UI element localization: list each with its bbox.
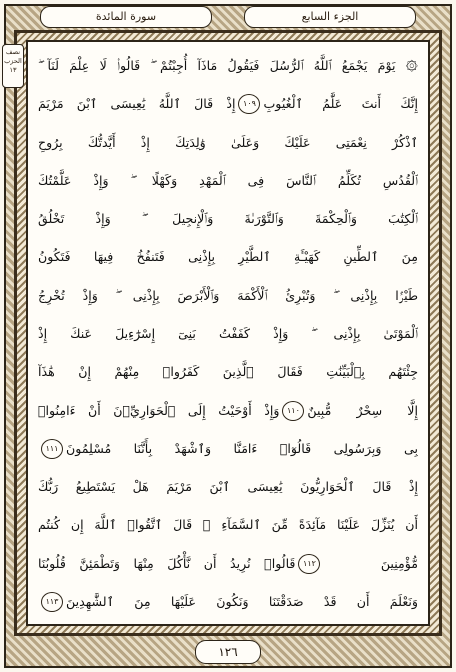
verse-text: مُّؤْمِنِينَ <box>380 555 418 571</box>
verse-text: إِنَّكَ أَنتَ عَلَّٰمُ ٱلْغُيُوبِ <box>263 96 418 112</box>
verse-text: إِلَّا سِحْرٌ مُّبِينٌ <box>307 402 418 418</box>
verse-line <box>38 125 418 161</box>
verse-text: جِئْتَهُم بِٱلْبَيِّنَٰتِ فَقَالَ ٱلَّذِينَ كَفَرُوا۟ مِنْهُمْ إِنْ هَٰذَآ <box>38 364 418 380</box>
hizb-marker <box>2 44 24 88</box>
verse-line <box>38 393 418 429</box>
hizb-marker-line-1: نصف <box>5 48 21 56</box>
verse-text: مِنَ ٱلطِّينِ كَهَيْـَٔةِ ٱلطَّيْرِ بِإِذْنِى فَتَنفُخُ فِيهَا فَتَكُونُ <box>38 249 418 265</box>
ayah-number-marker: ١١٢ <box>298 554 320 574</box>
verse-text: ٱلْمَوْتَىٰ بِإِذْنِى ۖ وَإِذْ كَفَفْتُ بَنِىٓ إِسْرَٰٓءِيلَ عَنكَ إِذْ <box>38 325 418 341</box>
ayah-number-marker: ١١٠ <box>282 401 304 421</box>
page-number: ١٢٦ <box>195 640 261 664</box>
verse-text: وَنَعْلَمَ أَن قَدْ صَدَقْتَنَا وَنَكُونَ عَلَيْهَا مِنَ ٱلشَّٰهِدِينَ <box>66 593 418 609</box>
verse-text: بِى وَبِرَسُولِى قَالُوٓا۟ ءَامَنَّا وَٱشْهَدْ بِأَنَّنَا مُسْلِمُونَ <box>66 440 418 456</box>
verse-text: ٱلْكِتَٰبَ وَٱلْحِكْمَةَ وَٱلتَّوْرَىٰةَ وَٱلْإِنجِيلَ ۖ وَإِذْ تَخْلُقُ <box>38 211 418 227</box>
verse-text: قَالُوا۟ نُرِيدُ أَن نَّأْكُلَ مِنْهَا وَتَطْمَئِنَّ قُلُوبُنَا <box>38 555 296 571</box>
ayah-number-marker: ١١٣ <box>41 592 63 612</box>
verse-line <box>38 163 418 199</box>
juz-label: الجزء السابع <box>244 6 416 28</box>
verse-text: طَيْرًۢا بِإِذْنِى ۖ وَتُبْرِئُ ٱلْأَكْمَهَ وَٱلْأَبْرَصَ بِإِذْنِى ۖ وَإِذْ تُخْرِجُ <box>38 287 418 303</box>
verse-line <box>38 584 418 620</box>
verse-line <box>38 546 418 582</box>
verse-text: ٱذْكُرْ نِعْمَتِى عَلَيْكَ وَعَلَىٰ وَٰلِدَتِكَ إِذْ أَيَّدتُّكَ بِرُوحِ <box>38 134 418 150</box>
verse-text: أَن يُنَزِّلَ عَلَيْنَا مَآئِدَةً مِّنَ ٱلسَّمَآءِ ۖ قَالَ ٱتَّقُوا۟ ٱللَّهَ إِن كُنتُم <box>38 517 418 533</box>
verse-line <box>38 507 418 543</box>
verse-line <box>38 316 418 352</box>
hizb-marker-line-2: الحزب <box>4 57 22 65</box>
verse-text: إِذْ قَالَ ٱللَّهُ يَٰعِيسَى ٱبْنَ مَرْيَمَ <box>38 96 236 112</box>
page-header <box>40 4 416 30</box>
verse-line <box>38 239 418 275</box>
verse-line <box>38 354 418 390</box>
ayah-number-marker: ١٠٩ <box>238 94 260 114</box>
verse-line <box>38 201 418 237</box>
surah-label: سورة المائدة <box>40 6 212 28</box>
verse-text: ۞ يَوْمَ يَجْمَعُ ٱللَّهُ ٱلرُّسُلَ فَيَقُولُ مَاذَآ أُجِبْتُمْ ۖ قَالُوا۟ لَا عِلْمَ لَنَآ ۖ <box>38 58 418 73</box>
verse-line <box>38 431 418 467</box>
verse-text: ٱلْقُدُسِ تُكَلِّمُ ٱلنَّاسَ فِى ٱلْمَهْدِ وَكَهْلًا ۖ وَإِذْ عَلَّمْتُكَ <box>38 172 418 188</box>
verse-line <box>38 469 418 505</box>
hizb-marker-line-3: ١٣ <box>9 66 17 74</box>
verse-line <box>38 278 418 314</box>
verse-line <box>38 86 418 122</box>
verse-text: إِذْ قَالَ ٱلْحَوَارِيُّونَ يَٰعِيسَى ٱبْنَ مَرْيَمَ هَلْ يَسْتَطِيعُ رَبُّكَ <box>38 479 418 495</box>
verse-lines <box>38 48 418 620</box>
verse-text: وَإِذْ أَوْحَيْتُ إِلَى ٱلْحَوَارِيِّۦنَ أَنْ ءَامِنُوا۟ <box>38 402 280 418</box>
verse-line <box>38 48 418 84</box>
text-panel <box>26 40 430 626</box>
ayah-number-marker: ١١١ <box>41 439 63 459</box>
page-footer <box>0 640 456 664</box>
